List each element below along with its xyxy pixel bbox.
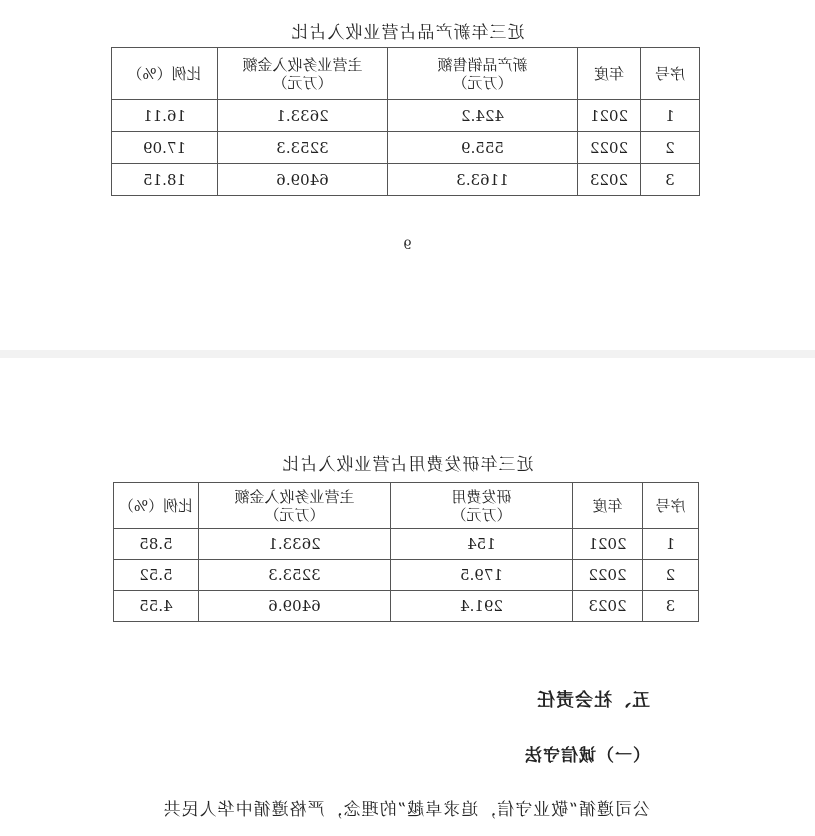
table-header-row	[112, 48, 700, 100]
cell-seq: 3	[641, 164, 700, 196]
table-caption-new-products: 近三年新产品占营业收入占比	[290, 23, 525, 43]
section-heading: 五、社会责任	[536, 690, 650, 711]
page-top	[0, 0, 815, 350]
header-year: 年度	[578, 48, 641, 100]
table-row	[114, 529, 699, 560]
body-paragraph: 公司遵循“敬业守信，追求卓越”的理念，严格遵循中华人民共	[162, 800, 650, 820]
header-seq: 序号	[643, 483, 699, 529]
header-revenue	[199, 483, 391, 529]
cell-metric: 1163.3	[388, 164, 578, 196]
cell-metric: 179.5	[391, 560, 573, 591]
header-revenue-line2: （万元）	[264, 505, 325, 524]
header-metric-line2: （万元）	[451, 505, 512, 524]
header-metric-line2: （万元）	[452, 73, 513, 92]
cell-seq: 3	[643, 591, 699, 622]
new-products-table	[111, 47, 700, 196]
header-year: 年度	[573, 483, 643, 529]
page-number: 9	[403, 238, 412, 253]
cell-metric: 154	[391, 529, 573, 560]
table-row	[112, 132, 700, 164]
cell-ratio: 16.11	[112, 100, 218, 132]
page-bottom	[0, 358, 815, 836]
cell-year: 2023	[578, 164, 641, 196]
cell-seq: 1	[641, 100, 700, 132]
cell-ratio: 4.55	[114, 591, 199, 622]
cell-seq: 2	[641, 132, 700, 164]
header-revenue	[218, 48, 388, 100]
header-metric	[391, 483, 573, 529]
cell-revenue: 6409.6	[218, 164, 388, 196]
rd-expenses-table	[113, 482, 699, 622]
header-revenue-line2: （万元）	[272, 73, 333, 92]
cell-metric: 291.4	[391, 591, 573, 622]
cell-revenue: 2633.1	[199, 529, 391, 560]
header-revenue-line1: 主营业务收入金额	[234, 487, 355, 506]
table-row	[114, 591, 699, 622]
cell-revenue: 3253.3	[218, 132, 388, 164]
cell-ratio: 17.09	[112, 132, 218, 164]
cell-revenue: 2633.1	[218, 100, 388, 132]
cell-seq: 1	[643, 529, 699, 560]
cell-year: 2022	[578, 132, 641, 164]
header-metric-line1: 研发费用	[451, 487, 512, 506]
cell-year: 2021	[578, 100, 641, 132]
cell-metric: 424.2	[388, 100, 578, 132]
header-ratio: 比例（%）	[114, 483, 199, 529]
header-metric	[388, 48, 578, 100]
cell-year: 2023	[573, 591, 643, 622]
table-header-row	[114, 483, 699, 529]
header-ratio: 比例（%）	[112, 48, 218, 100]
cell-seq: 2	[643, 560, 699, 591]
cell-metric: 555.9	[388, 132, 578, 164]
cell-ratio: 5.85	[114, 529, 199, 560]
cell-ratio: 18.15	[112, 164, 218, 196]
table-row	[112, 164, 700, 196]
table-caption-rd-expenses: 近三年研发费用占营业收入占比	[281, 455, 534, 475]
header-metric-line1: 新产品销售额	[437, 55, 528, 74]
cell-year: 2022	[573, 560, 643, 591]
cell-ratio: 5.52	[114, 560, 199, 591]
header-revenue-line1: 主营业务收入金额	[242, 55, 363, 74]
cell-revenue: 3253.3	[199, 560, 391, 591]
cell-revenue: 6409.6	[199, 591, 391, 622]
subsection-heading: （一）诚信守法	[524, 746, 650, 766]
cell-year: 2021	[573, 529, 643, 560]
header-seq: 序号	[641, 48, 700, 100]
table-row	[114, 560, 699, 591]
table-row	[112, 100, 700, 132]
